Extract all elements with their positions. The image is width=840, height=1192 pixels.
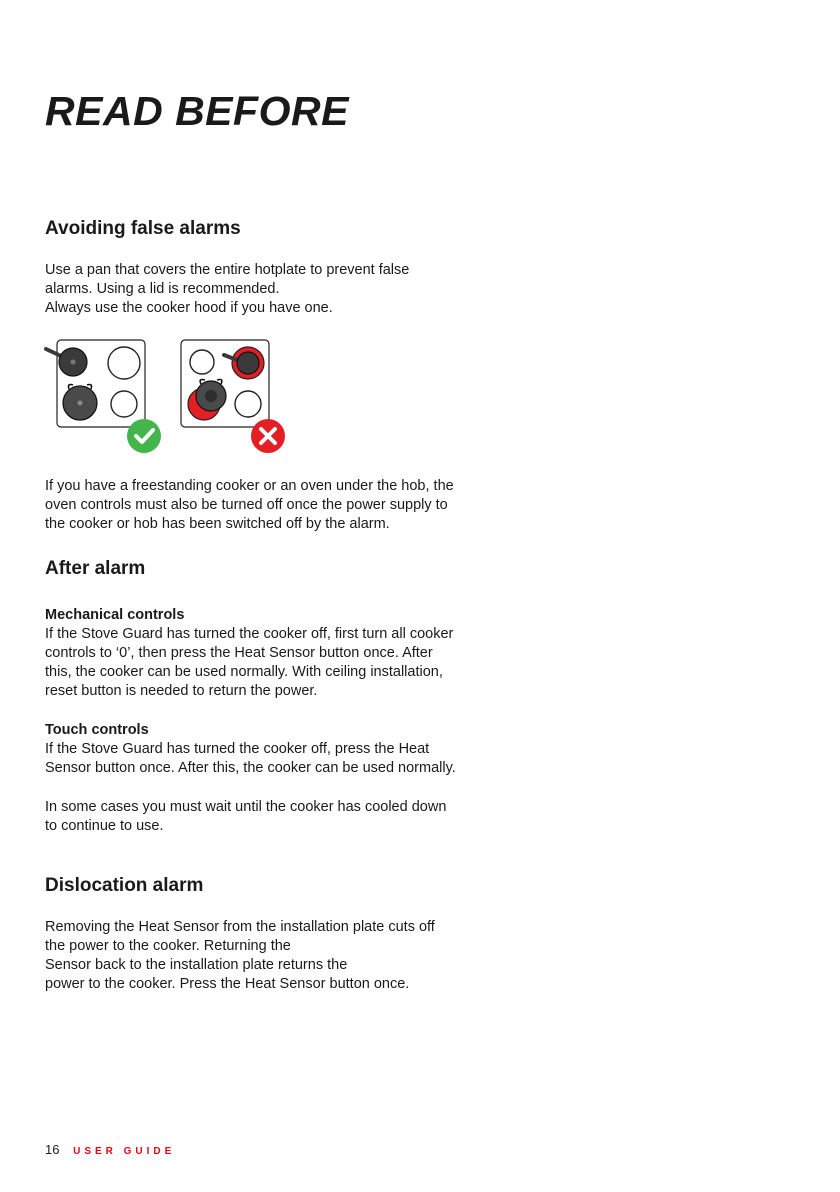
correct-hob [46,340,145,427]
cross-icon [251,419,285,453]
text-line: to continue to use. [45,818,164,834]
cooling-note [45,798,485,836]
text-line: If you have a freestanding cooker or an oven under the hob, the [45,478,454,494]
after-alarm-heading: After alarm [45,558,146,579]
text-line: alarms. Using a lid is recommended. [45,281,280,297]
text-line: Sensor back to the installation plate returns the [45,957,348,973]
text-line: If the Stove Guard has turned the cooker off, press the Heat [45,741,430,757]
text-line: Use a pan that covers the entire hotplate to prevent false [45,262,410,278]
text-line: the cooker or hob has been switched off by the alarm. [45,516,390,532]
text-line: controls to ‘0’, then press the Heat Sensor button once. After [45,645,433,661]
check-icon [127,419,161,453]
text-line: Always use the cooker hood if you have one. [45,300,333,316]
text-line: Removing the Heat Sensor from the installation plate cuts off [45,919,435,935]
false-alarms-oven-note [45,477,485,534]
hob-illustration [40,334,300,459]
text-line: the power to the cooker. Returning the [45,938,291,954]
text-line: If the Stove Guard has turned the cooker off, first turn all cooker [45,626,454,642]
false-alarms-intro [45,261,485,318]
dislocation-alarm-heading: Dislocation alarm [45,875,204,896]
touch-controls-block [45,721,485,778]
text-line: oven controls must also be turned off once the power supply to [45,497,448,513]
false-alarms-heading: Avoiding false alarms [45,218,241,239]
text-line: Sensor button once. After this, the cooker can be used normally. [45,760,456,776]
page-title: READ BEFORE [45,88,349,134]
dislocation-alarm-text [45,918,485,994]
text-line: reset button is needed to return the power. [45,683,318,699]
page-number: 16 [45,1142,60,1157]
text-line: power to the cooker. Press the Heat Sensor button once. [45,976,410,992]
text-line: In some cases you must wait until the cooker has cooled down [45,799,447,815]
wrong-hob [181,340,269,427]
mechanical-controls-block [45,606,485,701]
page-footer [45,1142,175,1157]
touch-controls-subheading: Touch controls [45,722,149,738]
footer-label: USER GUIDE [73,1146,176,1157]
text-line: this, the cooker can be used normally. With ceiling installation, [45,664,443,680]
mechanical-controls-subheading: Mechanical controls [45,607,185,623]
